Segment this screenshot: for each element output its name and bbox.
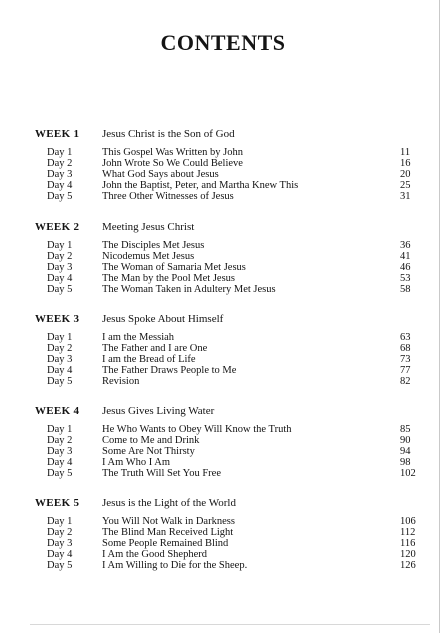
toc-entry (0, 527, 446, 538)
toc-entry (0, 376, 446, 387)
page-number: 58 (400, 284, 411, 296)
day-label: Day 4 (47, 549, 73, 561)
page-number: 106 (400, 516, 416, 527)
week-header (0, 312, 446, 326)
toc-entry (0, 262, 446, 273)
page-number: 63 (400, 332, 411, 343)
day-label: Day 2 (47, 435, 73, 447)
entry-title: I am the Bread of Life (102, 354, 196, 366)
week-label: WEEK 2 (35, 221, 80, 233)
page-number: 16 (400, 158, 411, 170)
day-label: Day 1 (47, 424, 73, 435)
toc-entry (0, 354, 446, 365)
entry-title: Some Are Not Thirsty (102, 446, 195, 458)
toc-entry (0, 516, 446, 527)
day-label: Day 3 (47, 446, 73, 458)
entry-title: John Wrote So We Could Believe (102, 158, 243, 170)
toc-entry (0, 273, 446, 284)
week-theme: Jesus Christ is the Son of God (102, 128, 235, 140)
page-number: 53 (400, 273, 411, 285)
toc-entry (0, 332, 446, 343)
toc-entry (0, 240, 446, 251)
day-label: Day 4 (47, 365, 73, 377)
page-number: 126 (400, 560, 416, 572)
day-label: Day 5 (47, 468, 73, 480)
page-number: 112 (400, 527, 416, 539)
week-header (0, 404, 446, 418)
day-label: Day 2 (47, 343, 73, 355)
toc-entry (0, 538, 446, 549)
entry-title: What God Says about Jesus (102, 169, 219, 181)
page-number: 73 (400, 354, 411, 366)
entry-title: I am the Messiah (102, 332, 175, 343)
entry-title: The Woman of Samaria Met Jesus (102, 262, 246, 274)
page-number: 46 (400, 262, 411, 274)
entry-title: I Am Willing to Die for the Sheep. (102, 560, 248, 572)
week-theme: Jesus Spoke About Himself (102, 313, 224, 325)
week-label: WEEK 3 (35, 313, 80, 325)
day-label: Day 4 (47, 273, 73, 285)
page-number: 116 (400, 538, 416, 550)
toc-entry (0, 365, 446, 376)
week-header (0, 496, 446, 510)
day-label: Day 2 (47, 251, 73, 263)
entry-title: I Am the Good Shepherd (102, 549, 207, 561)
toc-entry (0, 158, 446, 169)
page-number: 90 (400, 435, 411, 447)
toc-entry (0, 169, 446, 180)
entry-title: The Disciples Met Jesus (102, 240, 205, 251)
toc-entry (0, 343, 446, 354)
week-section-5 (0, 496, 446, 572)
day-label: Day 5 (47, 284, 73, 296)
toc-entry (0, 446, 446, 457)
week-theme: Meeting Jesus Christ (102, 221, 195, 233)
day-list (0, 147, 446, 202)
week-section-1 (0, 127, 446, 203)
day-label: Day 1 (47, 240, 73, 251)
page-number: 31 (400, 191, 411, 203)
day-label: Day 5 (47, 191, 73, 203)
entry-title: The Father and I are One (102, 343, 208, 355)
entry-title: Nicodemus Met Jesus (102, 251, 195, 263)
entry-title: This Gospel Was Written by John (102, 147, 243, 158)
toc-entry (0, 435, 446, 446)
entry-title: The Father Draws People to Me (102, 365, 237, 377)
day-label: Day 4 (47, 457, 73, 469)
entry-title: Some People Remained Blind (102, 538, 229, 550)
page-number: 68 (400, 343, 411, 355)
entry-title: Three Other Witnesses of Jesus (102, 191, 234, 203)
toc-entry (0, 549, 446, 560)
entry-title: He Who Wants to Obey Will Know the Truth (102, 424, 292, 435)
toc-entry (0, 424, 446, 435)
day-label: Day 2 (47, 527, 73, 539)
toc-entry (0, 180, 446, 191)
entry-title: The Woman Taken in Adultery Met Jesus (102, 284, 276, 296)
toc-entry (0, 284, 446, 295)
toc-entry (0, 251, 446, 262)
entry-title: You Will Not Walk in Darkness (102, 516, 235, 527)
week-theme: Jesus Gives Living Water (102, 405, 215, 417)
toc-entry (0, 147, 446, 158)
page-number: 85 (400, 424, 411, 435)
day-label: Day 3 (47, 538, 73, 550)
page-number: 41 (400, 251, 411, 263)
toc-entry (0, 457, 446, 468)
day-label: Day 2 (47, 158, 73, 170)
week-label: WEEK 4 (35, 405, 80, 417)
week-section-3 (0, 312, 446, 388)
page-number: 102 (400, 468, 416, 480)
day-label: Day 3 (47, 262, 73, 274)
week-section-4 (0, 404, 446, 480)
day-label: Day 5 (47, 376, 73, 388)
week-header (0, 127, 446, 141)
page-number: 11 (400, 147, 411, 158)
day-label: Day 3 (47, 169, 73, 181)
week-header (0, 220, 446, 234)
entry-title: John the Baptist, Peter, and Martha Knew This (102, 180, 299, 192)
entry-title: The Truth Will Set You Free (102, 468, 221, 480)
entry-title: The Man by the Pool Met Jesus (102, 273, 235, 285)
day-list (0, 332, 446, 387)
week-label: WEEK 1 (35, 128, 80, 140)
day-label: Day 3 (47, 354, 73, 366)
page-number: 25 (400, 180, 411, 192)
day-list (0, 424, 446, 479)
week-theme: Jesus is the Light of the World (102, 497, 236, 509)
page-number: 77 (400, 365, 411, 377)
page-number: 36 (400, 240, 411, 251)
day-list (0, 240, 446, 295)
week-label: WEEK 5 (35, 497, 80, 509)
toc-entry (0, 560, 446, 571)
page-number: 82 (400, 376, 411, 388)
page-number: 120 (400, 549, 416, 561)
day-label: Day 5 (47, 560, 73, 572)
day-list (0, 516, 446, 571)
entry-title: I Am Who I Am (102, 457, 171, 469)
day-label: Day 1 (47, 516, 73, 527)
entry-title: Revision (102, 376, 140, 388)
page-number: 94 (400, 446, 411, 458)
day-label: Day 1 (47, 332, 73, 343)
entry-title: The Blind Man Received Light (102, 527, 234, 539)
day-label: Day 4 (47, 180, 73, 192)
page-title: CONTENTS (160, 30, 286, 55)
week-section-2 (0, 220, 446, 296)
entry-title: Come to Me and Drink (102, 435, 200, 447)
toc-entry (0, 468, 446, 479)
page-number: 20 (400, 169, 411, 181)
day-label: Day 1 (47, 147, 73, 158)
page-number: 98 (400, 457, 411, 469)
toc-entry (0, 191, 446, 202)
page-edge-bottom (30, 624, 430, 625)
